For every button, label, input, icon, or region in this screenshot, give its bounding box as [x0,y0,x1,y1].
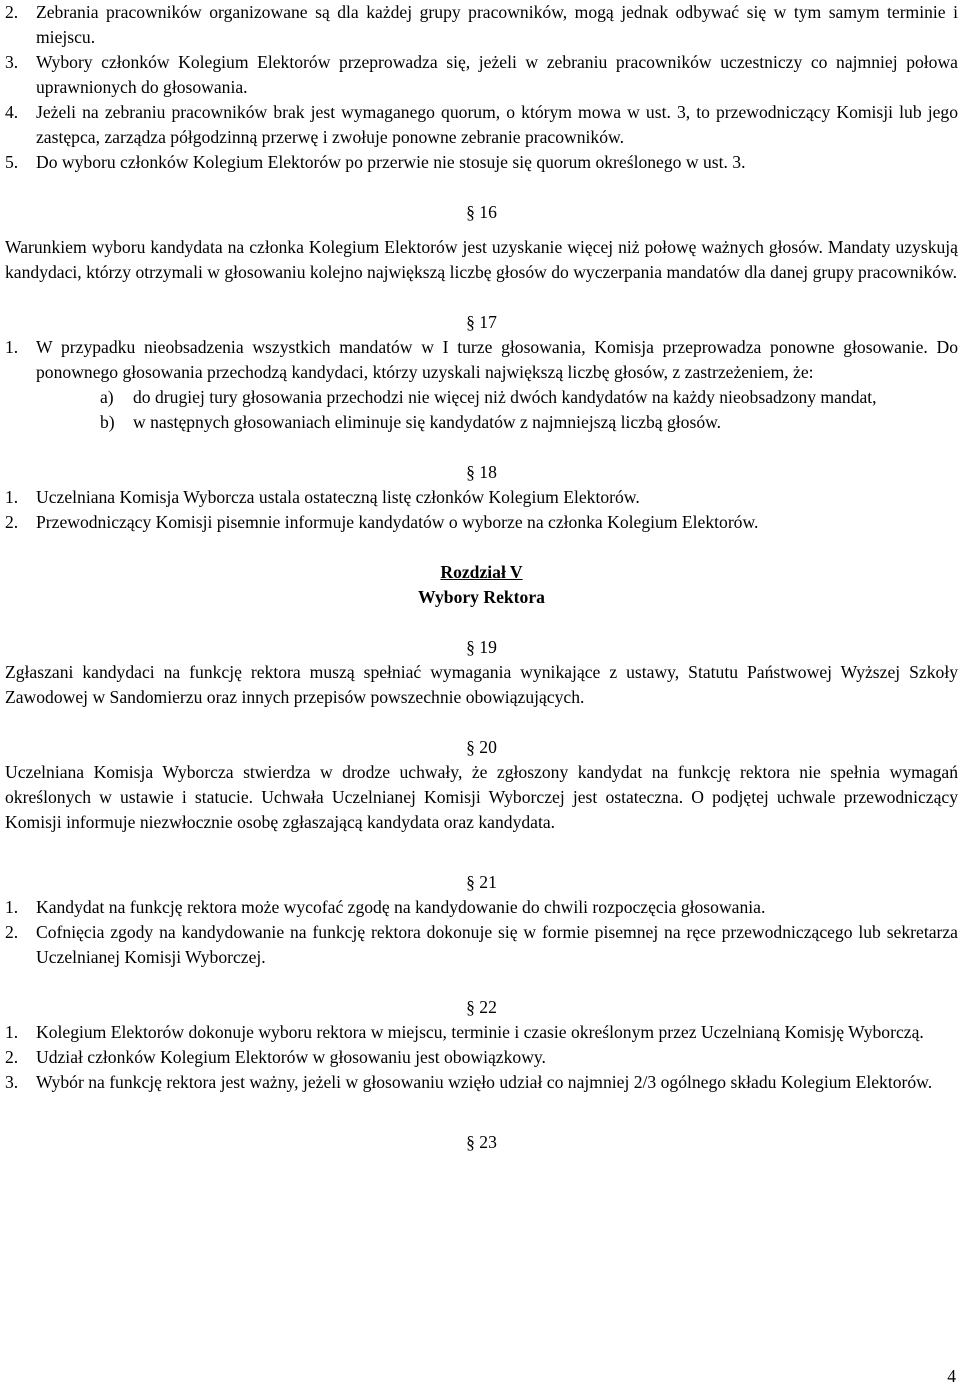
section-heading-23: § 23 [466,1132,497,1152]
list-item: 5. Do wyboru członków Kolegium Elektorów po przerwie nie stosuje się quorum określonego w ust. 3. [5,152,746,172]
list-item: 2. Udział członków Kolegium Elektorów w głosowaniu jest obowiązkowy. [5,1047,546,1067]
section-heading-20: § 20 [466,737,497,757]
list-item: 2. Zebrania pracowników organizowane są dla każdej grupy pracowników, mogą jednak odbywać się w tym samym terminie i miejscu. [5,2,958,47]
list-item: 4. Jeżeli na zebraniu pracowników brak jest wymaganego quorum, o którym mowa w ust. 3, to przewodniczący Komisji lub jego zastępca, zarządza półgodzinną przerwę i zwołuje ponowne zebranie pracowników. [5,102,958,147]
list-item: 1. Kolegium Elektorów dokonuje wyboru rektora w miejscu, terminie i czasie określonym przez Uczelnianą Komisję Wyborczą. [5,1022,924,1042]
section-heading-17: § 17 [466,312,497,332]
section-heading-21: § 21 [466,872,497,892]
section-heading-18: § 18 [466,462,497,482]
section-19-text: Zgłaszani kandydaci na funkcję rektora muszą spełniać wymagania wynikające z ustawy, Statutu Państwowej Wyższej Szkoły Zawodowej w Sandomierzu oraz innych przepisów powszechnie obowiązujących. [5,662,958,707]
list-continued [5,0,958,175]
section-heading-16: § 16 [466,202,497,222]
list-item: 1. Uczelniana Komisja Wyborcza ustala ostateczną listę członków Kolegium Elektorów. [5,487,640,507]
section-heading-22: § 22 [466,997,497,1017]
chapter-subtitle: Wybory Rektora [418,587,545,607]
section-16-text: Warunkiem wyboru kandydata na członka Kolegium Elektorów jest uzyskanie więcej niż połowę ważnych głosów. Mandaty uzyskują kandydaci, którzy otrzymali w głosowaniu kolejno największą liczbę głosów do wyczerpania mandatów dla danej grupy pracowników. [5,237,958,282]
list-item: 3. Wybór na funkcję rektora jest ważny, jeżeli w głosowaniu wzięło udział co najmniej 2/3 ogólnego składu Kolegium Elektorów. [5,1072,933,1092]
section-heading-19: § 19 [466,637,497,657]
section-20-text: Uczelniana Komisja Wyborcza stwierdza w drodze uchwały, że zgłoszony kandydat na funkcję rektora nie spełnia wymagań określonych w ustawie i statucie. Uchwała Uczelnianej Komisji Wyborczej jest ostateczna. O podjętej uchwale przewodniczący Komisji informuje niezwłocznie osobę zgłaszającą kandydata oraz kandydata. [5,762,958,832]
list-item: 3. Wybory członków Kolegium Elektorów przeprowadza się, jeżeli w zebraniu pracowników uczestniczy co najmniej połowa uprawnionych do głosowania. [5,52,958,97]
document-page [5,0,958,1155]
page-number: 4 [947,1366,956,1386]
sub-item: a) do drugiej tury głosowania przechodzi nie więcej niż dwóch kandydatów na każdy nieobsadzony mandat, [100,387,877,407]
list-item: 2. Przewodniczący Komisji pisemnie informuje kandydatów o wyborze na członka Kolegium Elektorów. [5,512,759,532]
list-item: 1. Kandydat na funkcję rektora może wycofać zgodę na kandydowanie do chwili rozpoczęcia głosowania. [5,897,766,917]
list-item: 2. Cofnięcia zgody na kandydowanie na funkcję rektora dokonuje się w formie pisemnej na ręce przewodniczącego lub sekretarza Uczelnianej Komisji Wyborczej. [5,922,958,967]
sub-item: b) w następnych głosowaniach eliminuje się kandydatów z najmniejszą liczbą głosów. [100,412,722,432]
list-item: 1. W przypadku nieobsadzenia wszystkich mandatów w I turze głosowania, Komisja przeprowadza ponowne głosowanie. Do ponownego głosowania przechodzą kandydaci, którzy uzyskali największą liczbę głosów, z zastrzeżeniem, że: [5,337,958,382]
chapter-title: Rozdział V [440,562,523,582]
